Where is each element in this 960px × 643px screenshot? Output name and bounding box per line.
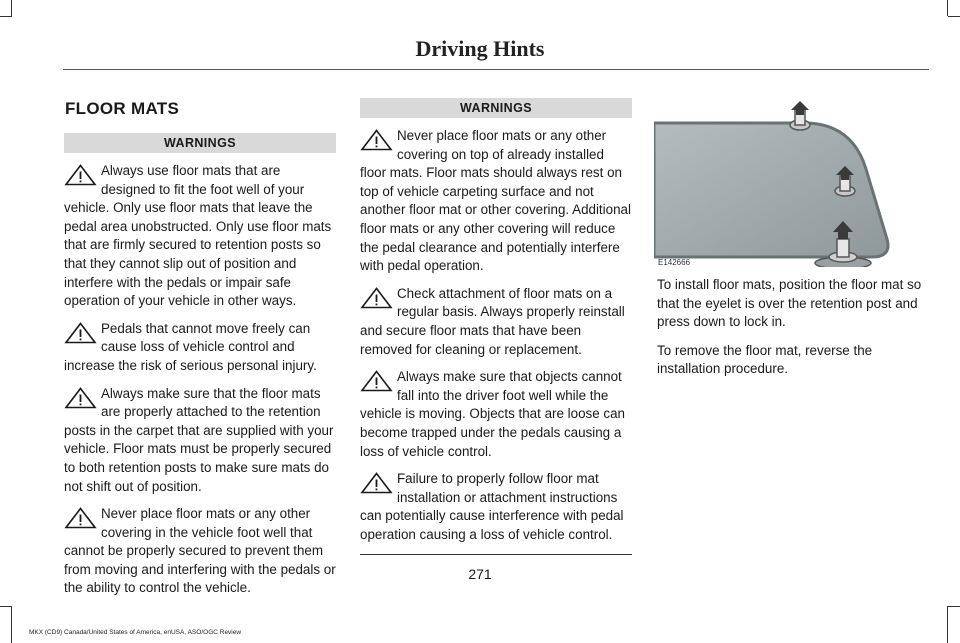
floor-mat-illustration	[654, 99, 926, 267]
crop-mark	[0, 606, 12, 607]
remove-instruction: To remove the floor mat, reverse the installation procedure.	[657, 342, 873, 377]
warning-item	[64, 162, 336, 311]
page-number: 271	[468, 566, 492, 582]
warning-text: Never place floor mats or any other covering on top of already installed floor mats. Floor mats should always rest on top of vehicle carpeting surface and not another floor mat or other covering. Additional floor mats or any other covering will reduce the pedal clearance and potentially interfere with pedal operation.	[360, 128, 631, 274]
warnings-end-rule	[360, 554, 632, 555]
figure-code: E142666	[658, 258, 691, 267]
crop-mark	[948, 606, 960, 607]
warning-triangle-icon	[64, 322, 97, 344]
crop-mark	[0, 16, 12, 17]
warning-item	[360, 470, 632, 544]
header-rule	[63, 69, 929, 70]
warning-text: Always use floor mats that are designed to fit the foot well of your vehicle. Only use floor mats that leave the pedal area unobstructed. Only use floor mats that are firmly secured to retention posts so that they cannot slip out of position and interfere with the pedals or impair safe operation of your vehicle in other ways.	[64, 163, 332, 309]
warning-triangle-icon	[64, 164, 97, 186]
warning-item	[360, 368, 632, 461]
right-column	[657, 276, 929, 389]
down-arrow-icon	[791, 101, 809, 115]
crop-mark	[11, 606, 12, 643]
page-header-title: Driving Hints	[415, 36, 545, 61]
crop-mark	[947, 0, 948, 16]
warning-triangle-icon	[360, 287, 393, 309]
warning-item	[64, 385, 336, 497]
warning-triangle-icon	[360, 472, 393, 494]
warning-text: Always make sure that objects cannot fall into the driver foot well while the vehicle is moving. Objects that are loose can become trapped under the pedals causing a loss of vehicle control.	[360, 369, 625, 459]
install-instruction: To install floor mats, position the floor mat so that the eyelet is over the retention post and press down to lock in.	[657, 277, 922, 330]
warning-item	[360, 285, 632, 359]
warning-item	[360, 127, 632, 276]
crop-mark	[947, 606, 948, 643]
crop-mark	[11, 0, 12, 16]
crop-mark	[948, 16, 960, 17]
middle-column	[360, 98, 632, 555]
warnings-bar: WARNINGS	[64, 133, 336, 153]
warnings-bar: WARNINGS	[360, 98, 632, 118]
warning-triangle-icon	[360, 370, 393, 392]
section-title: FLOOR MATS	[65, 99, 180, 118]
warning-text: Pedals that cannot move freely can cause loss of vehicle control and increase the risk of serious personal injury.	[64, 320, 317, 373]
warning-triangle-icon	[360, 129, 393, 151]
left-column	[64, 133, 336, 598]
footer-text: MKX (CD9) Canada/United States of America, enUSA, ASO/OGC Review	[29, 629, 242, 636]
warning-text: Never place floor mats or any other covering in the vehicle foot well that cannot be properly secured to prevent them from moving and interfering with the pedals or the ability to control the vehicle.	[64, 506, 336, 596]
warning-text: Always make sure that the floor mats are properly attached to the retention posts in the carpet that are supplied with your vehicle. Floor mats must be properly secured to both retention posts to make sure mats do not shift out of position.	[64, 385, 334, 494]
warning-item	[64, 320, 336, 376]
warning-item	[64, 505, 336, 598]
warning-triangle-icon	[64, 507, 97, 529]
retention-post-top	[790, 101, 810, 130]
warning-triangle-icon	[64, 387, 97, 409]
warning-text: Check attachment of floor mats on a regular basis. Always properly reinstall and secure floor mats that have been removed for cleaning or replacement.	[360, 285, 625, 357]
warning-text: Failure to properly follow floor mat installation or attachment instructions can potentially cause interference with pedal operation causing a loss of vehicle control.	[360, 471, 624, 542]
